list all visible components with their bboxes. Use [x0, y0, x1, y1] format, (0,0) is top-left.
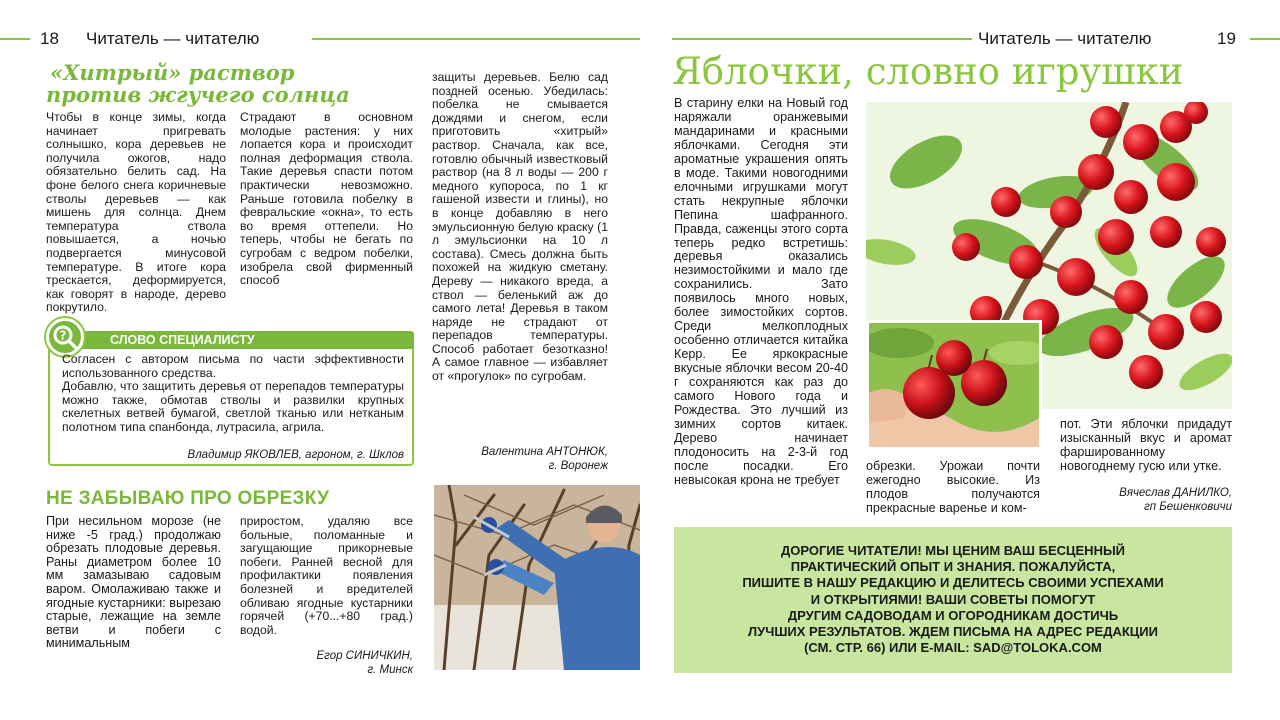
- article2-col1: [46, 515, 221, 680]
- article1-title-line1: «Хитрый» раствор: [50, 60, 295, 85]
- pruning-photo: [434, 485, 640, 670]
- article3-author: Вячеслав ДАНИЛКО,: [1119, 487, 1232, 499]
- article1-city: г. Воронеж: [548, 459, 608, 472]
- left-page-header: Читатель — читателю: [86, 29, 260, 48]
- readers-notice: [674, 527, 1232, 673]
- article1-col3: [432, 71, 608, 451]
- article2-title: НЕ ЗАБЫВАЮ ПРО ОБРЕЗКУ: [46, 488, 330, 509]
- left-header-rule-2: [312, 38, 640, 40]
- article3-title: Яблочки, словно игрушки: [672, 50, 1184, 93]
- article3-city: гп Бешенковичи: [1144, 500, 1232, 513]
- article2-col2-text: приростом, удаляю все больные, поломанные и загущающие прикорневые побеги. Ранней весной для профилактики появления болезней и вредителей обливаю ягодные кустарники горячей (+70...+80 град.) водой.: [240, 515, 413, 637]
- question-magnifier-icon: [46, 318, 84, 356]
- specialist-p1: Согласен с автором письма по части эффективности использованного средства.: [62, 352, 404, 380]
- notice-line2: ПРАКТИЧЕСКИЙ ОПЫТ И ЗНАНИЯ. ПОЖАЛУЙСТА,: [790, 559, 1116, 575]
- article1-col3-text: защиты деревьев. Белю сад поздней осенью. Убедилась: побелка не смывается дождями и снегом, если приготовить «хитрый» раствор. Сначала, как все, готовлю обычный известковый раствор (на 8 л воды — 200 г медного купороса, по 1 кг гашеной извести и глины), но в конце добавляю в него эмульсионную белую краску (1 л эмульсионки на 10 л состава). Смесь должна быть похожей на жидкую сметану. Дереву — никакого вреда, а ствол — беленький аж до самого лета! Деревья в таком наряде не страдают от перепадов температуры. Способ работает безотказно! А самое главное — избавляет от «прогулок» по сугробам.: [432, 71, 608, 384]
- article3-col1-text: В старину елки на Новый год наряжали оранжевыми мандаринами и красными яблочками. Сегодня эти ароматные украшения опять в моде. Такими новогодними елочными игрушками могут стать некрупные яблочки Пепина шафранного. Правда, саженцы этого сорта теперь редко встретишь: деревья оказались незимостойкими и мало где сохранились. Зато появилось много новых, более зимостойких сортов. Среди мелкоплодных особенно отличается китайка Керр. Ее яркокрасные вкусные яблочки весом 20-40 г сохраняются как раз до самого Нового года и Рождества. Это лучший из зимних сортов китаек. Дерево начинает плодоносить на 2-3-й год после посадки. Его невысокая крона не требует: [674, 97, 848, 487]
- article1-col2: [240, 111, 413, 316]
- specialist-text: [62, 353, 404, 435]
- article2-col2: [240, 515, 413, 650]
- article3-col2-text: обрезки. Урожаи почти ежегодно высокие. Из плодов получаются прекрасные варенье и ком-: [866, 460, 1040, 515]
- article3-col3-text: пот. Эти яблочки придадут изысканный вкус и аромат фаршированному новогоднему гусю или утке.: [1060, 418, 1232, 473]
- article1-author: Валентина АНТОНЮК,: [481, 446, 608, 458]
- notice-line7: (СМ. СТР. 66) ИЛИ E-MAIL: SAD@TOLOKA.COM: [804, 640, 1102, 656]
- right-header-rule: [672, 38, 972, 40]
- article3-col3: [1060, 418, 1232, 488]
- notice-line6: ЛУЧШИХ РЕЗУЛЬТАТОВ. ЖДЕМ ПИСЬМА НА АДРЕС РЕДАКЦИИ: [748, 624, 1158, 640]
- notice-line1: ДОРОГИЕ ЧИТАТЕЛИ! МЫ ЦЕНИМ ВАШ БЕСЦЕННЫЙ: [780, 543, 1126, 558]
- left-header-rule: [0, 38, 30, 40]
- article2-author: Егор СИНИЧКИН,: [316, 650, 413, 662]
- article2-col1-text: При несильном морозе (не ниже -5 град.) продолжаю обрезать плодовые деревья. Раны диаметром более 10 мм замазываю садовым варом. Омолаживаю также и ягодные кустарники: вырезаю старые, лежащие на земле ветви и побеги с минимальным: [46, 515, 221, 651]
- notice-line4: И ОТКРЫТИЯМИ! ВАШИ СОВЕТЫ ПОМОГУТ: [810, 591, 1096, 607]
- article1-signature: [432, 446, 608, 473]
- article1-title: [46, 62, 426, 106]
- article2-city: г. Минск: [367, 663, 413, 676]
- right-header-rule-2: [1250, 38, 1280, 40]
- article1-col1-text: Чтобы в конце зимы, когда начинает пригревать солнышко, кора деревьев не получила ожогов, надо обязательно белить сад. На фоне белого снега коричневые стволы деревьев — как мишень для солнца. Днем температура ствола повышается, а ночью подвергается минусовой температуре. В итоге кора трескается, деформируется, как говорят в народе, дерево покрутило.: [46, 111, 226, 315]
- article3-signature: [1060, 487, 1232, 514]
- left-page-number: 18: [40, 29, 59, 48]
- notice-line5: ДРУГИМ САДОВОДАМ И ОГОРОДНИКАМ ДОСТИЧЬ: [787, 607, 1119, 623]
- article3-col1: [674, 97, 848, 515]
- right-page-header: Читатель — читателю: [978, 29, 1152, 48]
- article2-signature: [240, 650, 413, 677]
- article1-col1: [46, 111, 226, 316]
- apples-in-hand-photo: [866, 320, 1042, 450]
- right-page-number: 19: [1217, 29, 1236, 48]
- specialist-signature: Владимир ЯКОВЛЕВ, агроном, г. Шклов: [187, 449, 404, 461]
- svg-text:?: ?: [59, 328, 67, 343]
- article1-title-line2: против жгучего солнца: [46, 82, 350, 107]
- specialist-p2: Добавлю, что защитить деревья от перепадов температуры можно также, обмотав стволы и развилки крупных скелетных ветвей бумагой, светлой тканью или нетканым полотном типа спанбонда, лутрасила, агрила.: [62, 379, 404, 434]
- article1-col2-text: Страдают в основном молодые растения: у них лопается кора и происходит полная деформация ствола. Такие деревья спасти потом практически невозможно. Раньше готовила побелку в февральские «окна», то есть во время оттепели. Но теперь, чтобы не бегать по сугробам с ведром побелки, изобрела свой фирменный способ: [240, 111, 413, 288]
- specialist-label: СЛОВО СПЕЦИАЛИСТУ: [60, 331, 414, 349]
- notice-line3: ПИШИТЕ В НАШУ РЕДАКЦИЮ И ДЕЛИТЕСЬ СВОИМИ УСПЕХАМИ: [742, 575, 1164, 591]
- article3-col2: [866, 460, 1040, 516]
